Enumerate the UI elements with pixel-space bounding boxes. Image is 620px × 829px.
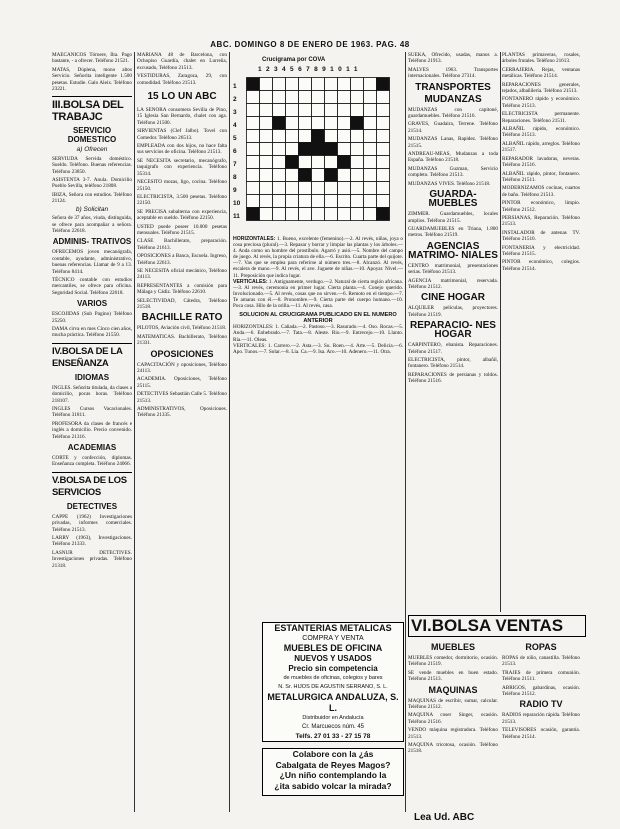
column-4 [408,52,498,672]
crossword-cell[interactable] [260,208,273,221]
crossword-cell[interactable] [312,182,325,195]
subheading-radio-tv: RADIO TV [519,699,563,710]
crossword-black-cell [273,117,286,130]
crossword-cell[interactable] [377,91,390,104]
classified-ad: CLASE Bachillerato, preparación. Teléfono 21613. [137,238,227,251]
crossword-cell[interactable] [364,195,377,208]
crossword-cell[interactable] [273,169,286,182]
crossword-cell[interactable] [299,104,312,117]
crossword-cell[interactable] [377,169,390,182]
crossword-cell[interactable] [377,195,390,208]
crossword-cell[interactable] [364,156,377,169]
crossword-cell[interactable] [286,130,299,143]
crossword-cell[interactable] [325,78,338,91]
crossword-grid [246,77,390,221]
crossword-cell[interactable] [364,117,377,130]
box-line: ¿ita sabido volcar la mirada? [274,780,392,791]
classified-ad: MUDANZAS VIVES. Teléfono 21518. [408,180,491,187]
crossword-cell[interactable] [299,156,312,169]
crossword-cell[interactable] [351,143,364,156]
crossword-cell[interactable] [338,169,351,182]
crossword-cell[interactable] [351,195,364,208]
crossword-cell[interactable] [377,130,390,143]
ad-line: ESTANTERIAS METALICAS [274,623,392,633]
crossword-cell[interactable] [325,156,338,169]
column-rule [134,52,135,812]
crossword-cell[interactable] [299,195,312,208]
classified-ad: CERRAJERIA. Rejas, ventanas metálicas. Teléfono 21514. [502,66,580,80]
crossword-cell[interactable] [247,182,260,195]
crossword-black-cell [377,208,390,221]
ad-line: NUEVOS Y USADOS [294,654,372,663]
crossword-cell[interactable] [299,208,312,221]
crossword-column-numbers: 1234567891011 [258,66,362,73]
crossword-clues [233,236,403,355]
subheading-muebles: MUEBLES [430,642,475,652]
crossword-cell[interactable] [351,130,364,143]
classified-ad: TRAJES de primera comunión. Teléfono 21511. [502,669,580,683]
ad-line: de muebles de oficinas, colegios y bares [283,675,383,681]
ad-line: Telfs. 27 01 33 - 27 15 78 [295,733,371,740]
crossword-black-cell [312,130,325,143]
subheading-cine-hogar: CINE HOGAR [421,292,485,304]
subheading-oposiciones: OPOSICIONES [150,348,214,359]
classified-ad: MARIANA 48 de Barcelona, con Ochopiso Guardía, chalet en Lurreña, excusado, Teléfono 21513. [137,52,227,71]
crossword-cell[interactable] [338,117,351,130]
classified-ad: ALQUILER películas, proyectores. Teléfono 21519. [408,305,498,318]
classified-ad: SELECTIVIDAD, Cátedra, Teléfono 21518. [137,297,227,310]
crossword-cell[interactable] [325,182,338,195]
crossword-cell[interactable] [338,143,351,156]
row-number: 2 [233,96,237,103]
crossword-cell[interactable] [286,195,299,208]
crossword-cell[interactable] [286,169,299,182]
crossword-cell[interactable] [312,208,325,221]
crossword-cell[interactable] [286,78,299,91]
box-line: Colabore con la ¿ás [292,749,374,759]
classified-ad: ASISTENTA 3-7. Anula. Domicilio Pueblo Sevilla, teléfono 21808. [52,177,132,190]
crossword-black-cell [338,156,351,169]
subheading-transportes: TRANSPORTES [415,81,491,93]
crossword-cell[interactable] [273,91,286,104]
classified-ad: IBIZA, Señora con estudios. Teléfono 21124. [52,191,132,205]
classified-ad: CAPACITACIÓN y oposiciones, Teléfono 24113. [137,361,227,375]
row-number: 11 [233,213,240,220]
crossword-cell[interactable] [299,182,312,195]
crossword-cell[interactable] [364,182,377,195]
column-rule [405,52,406,812]
classified-ad: ROPAS de niño, canastilla. Teléfono 21513. [502,655,580,668]
crossword-cell[interactable] [286,143,299,156]
crossword-black-cell [377,78,390,91]
crossword-cell[interactable] [247,169,260,182]
crossword-cell[interactable] [247,117,260,130]
crossword-cell[interactable] [364,208,377,221]
row-number: 9 [233,187,237,194]
crossword-cell[interactable] [273,104,286,117]
classified-ad: SERVIUDA Servida doméstico. Sueldo. Teléfono. Buenas referencias. Teléfono 23850. [52,155,132,175]
classified-ad: ESCOJIDAS (Sub Pagino) Teléfono 25250. [52,311,132,324]
crossword-cell[interactable] [338,130,351,143]
crossword-black-cell [247,208,260,221]
classified-ad: REPARACIONES generales, tejados, albañilería. Teléfono 21513. [502,81,580,95]
crossword-cell[interactable] [351,208,364,221]
classified-ad: ALBAÑIL rápido, arreglos. Teléfono 21517. [502,140,580,154]
crossword-cell[interactable] [325,104,338,117]
classified-ad: PINTOR económico, colegios. Teléfono 21514. [502,259,580,272]
classified-ad: MUDANZAS Guzman, Servicio completo. Teléfono 21513. [408,165,498,179]
crossword-cell[interactable] [273,143,286,156]
classified-ad: INSTALADOR de antenas TV. Teléfono 21510. [502,229,580,243]
crossword-cell[interactable] [338,182,351,195]
classified-ad: TELEVISORES ocasión, garantía. Teléfono 21514. [502,727,580,740]
column-1 [52,52,132,812]
crossword-cell[interactable] [364,78,377,91]
classified-ad: OPOSICIONES a Banca, Escuela. Ingreso, Teléfono 22613. [137,253,227,266]
ad-line: Precio sin competencia [288,664,378,673]
crossword-cell[interactable] [312,104,325,117]
crossword-cell[interactable] [377,156,390,169]
classified-ad: PLANTAS primaveras, rosales, árboles frutales. Teléfono 21613. [502,52,580,65]
box-line: ¿Un niño contemplando la [279,770,387,780]
crossword-cell[interactable] [351,104,364,117]
classified-ad: CARPINTERO, ebanista. Reparaciones. Teléfono 21517. [408,342,498,355]
classified-ad: ADMINISTRATIVOS, Oposiciones. Teléfono 21335. [137,406,227,419]
crossword-cell[interactable] [312,195,325,208]
ad-line: COMPRA Y VENTA [302,635,364,642]
classified-ad: RADIOS reparación rápida. Teléfono 21513. [502,712,580,725]
section-heading-bolsa-trabajo: III.BOLSA DEL TRABAJC [52,96,132,123]
crossword-cell[interactable] [286,104,299,117]
crossword-cell[interactable] [325,195,338,208]
crossword-cell[interactable] [299,91,312,104]
box-line: Cabalgata de Reyes Magos? [275,759,391,770]
section-heading-ensenanza: IV.BOLSA DE LA ENSEÑANZA [52,343,132,370]
subheading-reparaciones: REPARACIO- NES HOGAR [410,320,496,341]
crossword-cell[interactable] [312,117,325,130]
crossword-cell[interactable] [312,91,325,104]
horizontal-heading: HORIZONTALES: [233,236,276,242]
subheading-mudanzas: MUDANZAS [424,93,482,105]
crossword-black-cell [325,169,338,182]
classified-ad: PROFESORA da clases de francés e inglés a domicilio. Precio convenido. Teléfono 21316. [52,420,132,440]
classified-ad: NECESITO mozas, ligo, cocina. Teléfono 25150. [137,179,227,192]
classified-ad: PILOTOS, Aviación civil, Teléfono 21518. [137,325,227,332]
classified-ad: MATAS, Dúplena, mono altos Servicio. Señorita inteligente 1.500 pesetas. Estudie. Galo Aleix. Teléfono 23221. [52,66,132,93]
solution-vertical: VERTICALES: 1. Carrero.—2. Asta.—3. Su. Roen.—4. Arte.—5. Delicia.—6. Apo. Tunos.—7. Solar.—8. Lia. Ca.—9. Isa. Aro.—10. Adenero.—11. Otra. [233,342,403,355]
subheading-ropas: ROPAS [525,642,557,652]
ad-line: MUEBLES DE OFICINA [283,643,383,653]
classified-ad: SE vende muebles en buen estado. Teléfono 21513. [408,669,498,683]
classified-ad: MUDANZAS con capitoné, guardamuebles. Teléfono 21516. [408,106,498,120]
classified-ad: Señora de 37 años, viuda, distinguida, se ofrece para acompañar a señora. Teléfono 22618. [52,215,132,234]
row-number: 8 [233,174,237,181]
subheading-detectives: DETECTIVES [66,501,118,511]
column-rule [229,52,230,812]
subheading-servicio-domestico: SERVICIO DOMESTICO [67,126,117,145]
crossword-black-cell [286,156,299,169]
classified-ad: INGLES Cursos Vacacionales. Teléfono 31811. [52,406,132,419]
classified-ad: VENDO máquina registradora. Teléfono 21513. [408,727,498,740]
subheading-ofrecen: a) Ofrecen [76,146,108,154]
classified-ad: ACADEMIA. Oposiciones, Teléfono 25115. [137,376,227,389]
classified-ad: SE NECESITA secretario, mecanógrafo, taquígrafo con experiencia. Teléfono 35314. [137,157,227,177]
crossword-cell[interactable] [312,156,325,169]
crossword-title: Crucigrama por COVA [262,57,326,63]
crossword-cell[interactable] [247,156,260,169]
classified-ad: VESTIDURAS, Zaragoza, 29, con comodidad. Teléfono 21513. [137,73,227,86]
crossword-cell[interactable] [273,78,286,91]
crossword-cell[interactable] [338,78,351,91]
classified-ad: ELECTRICISTA permanente. Reparaciones. Teléfono 21511. [502,111,580,124]
classified-ad: REPRESENTANTES a comisión para Málaga y Cádiz. Teléfono 22610. [137,282,227,296]
lea-abc-slogan: Lea Ud. ABC [414,812,475,823]
vertical-heading: VERTICALES: [233,278,268,285]
crossword-cell[interactable] [260,130,273,143]
crossword-cell[interactable] [338,91,351,104]
section-heading-servicios: V.BOLSA DE LOS SERVICIOS [52,472,132,499]
row-number: 3 [233,109,237,116]
crossword-cell[interactable] [325,91,338,104]
crossword-black-cell [325,143,338,156]
classified-ad: TÉCNICO contable con estudios mercantiles, se ofrece para oficina. Seguridad Social. Teléfono 22618. [52,276,132,296]
crossword-cell[interactable] [325,130,338,143]
crossword-cell[interactable] [377,117,390,130]
classified-ad: PINTOR económico, limpio. Teléfono 21512. [502,200,580,213]
column-2 [137,52,227,812]
classified-ad: REPARADOR lavadoras, neveras. Teléfono 21516. [502,155,580,169]
ad-line: N. Sr. HIJOS DE AGUSTIN SERRANO, S. L. [278,684,388,690]
solution-horizontal: HORIZONTALES: 1. Cañada.—2. Pastoso.—3. Rasurado.—4. Oso. Rocas.—5. Anda.—6. Enhebrado.—7. Tata.—8. Aleste. Rio.—9. Entrecejo.—10. Llanto. Ría.—11. Oleas. [233,324,403,343]
crossword-cell[interactable] [312,169,325,182]
crossword-cell[interactable] [351,78,364,91]
crossword-cell[interactable] [260,143,273,156]
crossword-cell[interactable] [364,130,377,143]
classified-ad: USTED puede poseer 10.000 pesetas mensuales. Teléfono 21515. [137,223,227,236]
cabalgata-box [262,748,404,796]
classified-ad: FONTANERO rápido y económico. Teléfono 21513. [502,96,580,109]
subheading-solicitan: b) Solicitan [75,205,109,213]
subheading-administrativos: ADMINIS- TRATIVOS [52,237,132,247]
classified-ad: ELECTRICISTA, pintor, albañil, fontanero. Teléfono 21514. [408,356,498,370]
crossword-cell[interactable] [286,117,299,130]
row-number: 1 [233,83,237,90]
classified-ad: MUEBLES comedor, dormitorio, ocasión. Teléfono 21519. [408,655,498,668]
subheading-maquinas: MAQUINAS [428,684,478,695]
subheading-varios: VARIOS [76,299,108,309]
classified-ad: MALVES 1963. Transportes internacionales. Teléfono 27314. [408,66,498,80]
horizontal-clues: 1. Bueno, excelente (femenino).—2. Al revés, niñas, joya o cosa preciosa (plural).—3. Repasar y borrar y limpiar las plantas y los árboles.—4. Anda como un hombre del prostíbulo. Agarró y asió.—5. Nombre del campo de juego. Al revés, la propia criatura de ella.—6. Escrito. Cuarta parte del quijote.—7. Vas que se emplea para referirse al número tres.—8. Alcanzó. Al revés, escalera de mano.—9. Al revés, el ave. Juguete de niñas.—10. Apoyar. Nivel.—11. Preposición que indica lugar. [233,236,404,279]
crossword-cell[interactable] [325,208,338,221]
crossword-cell[interactable] [260,117,273,130]
column-5 [502,52,580,612]
subheading-guardamuebles: GUARDA- MUEBLES [428,189,478,210]
crossword-cell[interactable] [273,195,286,208]
classified-ad: FONTANERIA y electricidad. Teléfono 21515. [502,244,580,257]
classified-ad: ELECTRICISTA, 3.500 pesetas. Teléfono 22150. [137,193,227,207]
crossword-cell[interactable] [338,104,351,117]
classified-ad: ALBAÑIL rápido, pintor, fontanero. Teléfono 21511. [502,170,580,183]
classified-ad: AGENCIA matrimonial, reservada. Teléfono 21512. [408,277,498,290]
crossword-cell[interactable] [364,104,377,117]
ventas-right-column [502,640,580,800]
subheading-bachillerato: BACHILLE RATO [141,312,223,324]
crossword-cell[interactable] [247,143,260,156]
classified-ad: CAPPE (1962) Investigaciones privadas, informes comerciales. Teléfono 21513. [52,513,132,533]
crossword-cell[interactable] [260,91,273,104]
classified-ad: REPARACIONES de persianas y toldos. Teléfono 21516. [408,371,498,385]
classified-ad: MODERNIZAMOS cocinas, cuartos de baño. Teléfono 21513. [502,185,580,198]
classified-ad: SIRVIENTAS (Clef Jalbo). Tovel con Comedor. Teléfono 26513. [137,128,227,141]
classified-ad: ZIMMER. Guardamuebles, locales amplios. Teléfono 21515. [408,211,498,224]
classified-ad: OFRECEMOS joven mecanógrafa, contable, ayudante, administrativo, buenas referencias. Llamar de 9 a 13. Teléfono 8414. [52,249,132,275]
crossword-cell[interactable] [364,143,377,156]
row-number: 5 [233,135,237,142]
crossword-cell[interactable] [260,78,273,91]
crossword-cell[interactable] [260,104,273,117]
classified-ad: MAQUINA coser Singer, ocasión. Teléfono 21516. [408,712,498,725]
classified-ad: MAECANICOS Tórnere, Ilta. Pago bastante, - a ofrecer. Teléfono 21521. [52,52,132,65]
ad-line: Cr. Marcuecos núm. 45 [301,724,365,730]
crossword-cell[interactable] [351,169,364,182]
classified-ad: GRAVES, Guadaira, Terrene. Teléfono 21514. [408,121,498,134]
ventas-left-column [408,640,498,800]
crossword-black-cell [312,143,325,156]
classified-ad: LASNUR DETECTIVES. Investigaciones privadas. Teléfono 21318. [52,549,132,569]
subheading-agencias: AGENCIAS MATRIMO- NIALES [408,240,498,261]
classified-ad: ABRIGOS, gabardinas, ocasión. Teléfono 21512. [502,684,580,698]
crossword-cell[interactable] [273,130,286,143]
crossword-cell[interactable] [273,156,286,169]
crossword-cell[interactable] [299,130,312,143]
row-number: 10 [233,200,241,207]
classified-ad: CENTRO matrimonial, presentaciones serias. Teléfono 21513. [408,262,498,276]
crossword-cell[interactable] [351,156,364,169]
classified-ad: ANDREAU-MEAS, Mudanzas a toda España. Teléfono 21518. [408,151,498,164]
crossword-black-cell [299,169,312,182]
ad-line: METALURGICA ANDALUZA, S. L. [267,692,399,713]
crossword-cell[interactable] [260,169,273,182]
crossword-cell[interactable] [338,208,351,221]
crossword-cell[interactable] [377,143,390,156]
crossword-cell[interactable] [351,182,364,195]
crossword-cell[interactable] [247,91,260,104]
classified-ad: MATEMATICAS. Bachillerato, Teléfono 21331. [137,333,227,347]
classified-ad: EMPLEADA con dos hijos, no hace falta sus servicios de oficina. Teléfono 21513. [137,143,227,156]
crossword-cell[interactable] [299,78,312,91]
classified-ad: LA SENORA consomera Sevilla de Pino, 15 Iglesia San Bernardo, chalet con aga. Teléfono 21500. [137,107,227,126]
crossword-cell[interactable] [377,104,390,117]
crossword-cell[interactable] [312,78,325,91]
classified-ad: SE NECESITA oficial mecánico, Teléfono 24113. [137,267,227,281]
crossword-cell[interactable] [247,130,260,143]
classified-ad: SUEKA, Ofrecido, usadas, manos a. Teléfono 21913. [408,52,498,65]
crossword-cell[interactable] [364,91,377,104]
crossword-cell[interactable] [338,195,351,208]
crossword-cell[interactable] [273,208,286,221]
classified-ad: INGLES. Señorita titulada, da clases a domicilio, pocas horas. Teléfono 218107. [52,384,132,404]
crossword-cell[interactable] [325,117,338,130]
crossword-cell[interactable] [260,182,273,195]
row-number: 6 [233,148,237,155]
crossword-black-cell [351,117,364,130]
subheading-idiomas: IDIOMAS [74,372,110,382]
classified-ad: CORTE y confección, diplomas. Enseñanza completa. Teléfono 24066. [52,455,132,468]
lead-banner: 15 LO UN ABC [147,91,217,103]
classified-ad: SE PRECISA subalterna con experiencia, aceptable en sueldo. Teléfono 22150. [137,208,227,222]
crossword-cell[interactable] [247,104,260,117]
crossword-cell[interactable] [286,91,299,104]
classified-ad: MUDANZAS Lanas, Rapidez. Teléfono 21515. [408,136,498,149]
furniture-ad-box [262,622,404,742]
crossword-cell[interactable] [364,169,377,182]
classified-ad: ALBAÑIL rápido, económico. Teléfono 21513. [502,126,580,139]
row-number: 7 [233,161,237,168]
ad-line: Distribuidor en Andalucía [302,715,364,721]
crossword-black-cell [299,143,312,156]
crossword-black-cell [247,78,260,91]
crossword-cell[interactable] [260,156,273,169]
crossword-cell[interactable] [247,195,260,208]
classified-ad: GUARDAMUEBLES en Triana, 1.800 metros. Teléfono 21519. [408,225,498,239]
crossword-cell[interactable] [260,195,273,208]
classified-ad: PERSIANAS, Reparación. Teléfono 21513. [502,214,580,228]
crossword-cell[interactable] [286,208,299,221]
vertical-clues: 1. Antiguamente, verdugo.—2. Natural de cierta región africana.—3. Al revés, ceremonia en primer lugar. Cierta planta.—4. Conejo querido. Involucionado.—5. Al revés, cosas que no sirven.—6. Remoto en el tiempo.—7. Te amaras con él.—8. Pronombre.—9. Cierta parte del cuerpo humano.—10. Poca cosa. Hilo de la orilla.—11. Al revés, casa. [233,278,404,310]
classified-ad: DAMA cirva en mes Cinco cien años, mucha práctica. Teléfono 21550. [52,325,132,339]
classified-ad: DETECTIVES Sebastián Calle 5. Teléfono 21513. [137,391,227,404]
column-rule [500,52,501,612]
classified-ad: MAQUINAS de escribir, sumar, calcular. Teléfono 21512. [408,697,498,711]
crossword-cell[interactable] [286,182,299,195]
solution-heading: SOLUCION AL CRUCIGRAMA PUBLICADO EN EL NUMERO ANTERIOR [239,312,397,325]
crossword-cell[interactable] [273,182,286,195]
classified-ad: LARRY (1963), Investigaciones. Teléfono 21333. [52,535,132,548]
subheading-academias: ACADEMIAS [67,443,117,453]
classified-ad: MAQUINA tricotosa, ocasión. Teléfono 21518. [408,742,498,755]
crossword-row-numbers [233,80,240,223]
crossword-cell[interactable] [299,117,312,130]
row-number: 4 [233,122,237,129]
section-heading-ventas: VI.BOLSA VENTAS [408,615,586,637]
crossword-cell[interactable] [351,91,364,104]
crossword-cell[interactable] [377,182,390,195]
page-header: ABC. DOMINGO 8 DE ENERO DE 1963. PAG. 48 [210,40,410,49]
